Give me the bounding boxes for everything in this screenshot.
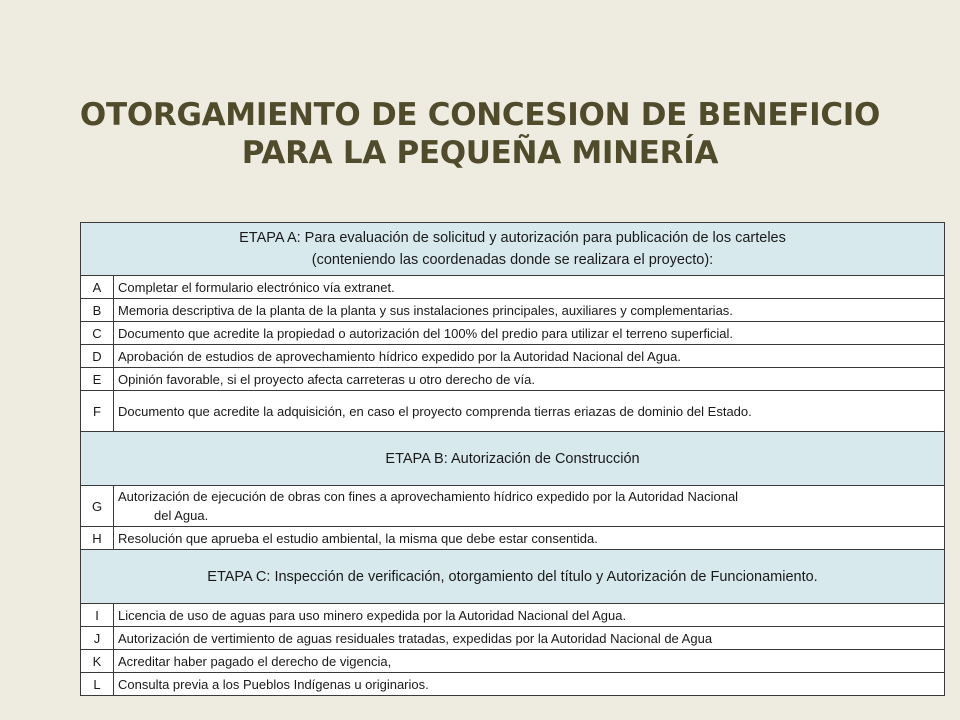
item-letter: K — [81, 650, 114, 673]
item-text: Documento que acredite la adquisición, en caso el proyecto comprenda tierras eriazas de dominio del Estado. — [114, 391, 945, 432]
table-row — [81, 650, 945, 673]
item-letter: B — [81, 299, 114, 322]
item-letter: G — [81, 486, 114, 527]
item-letter: H — [81, 527, 114, 550]
table-row — [81, 673, 945, 696]
slide-title-line1: OTORGAMIENTO DE CONCESION DE BENEFICIO — [79, 97, 881, 133]
item-letter: E — [81, 368, 114, 391]
table-row — [81, 527, 945, 550]
item-text-line2: del Agua. — [154, 508, 209, 523]
table-row — [81, 345, 945, 368]
item-text: Acreditar haber pagado el derecho de vigencia, — [114, 650, 945, 673]
item-letter: C — [81, 322, 114, 345]
table-row — [81, 627, 945, 650]
item-text: Aprobación de estudios de aprovechamiento hídrico expedido por la Autoridad Nacional del Agua. — [114, 345, 945, 368]
item-letter: J — [81, 627, 114, 650]
item-letter: F — [81, 391, 114, 432]
item-text: Consulta previa a los Pueblos Indígenas u originarios. — [114, 673, 945, 696]
item-letter: A — [81, 276, 114, 299]
stage-c-header-row — [81, 550, 945, 604]
table-row — [81, 486, 945, 527]
item-text: Opinión favorable, si el proyecto afecta carreteras u otro derecho de vía. — [114, 368, 945, 391]
item-letter: L — [81, 673, 114, 696]
stage-c-heading: ETAPA C: Inspección de verificación, otorgamiento del título y Autorización de Funcionamiento. — [81, 550, 945, 604]
stage-a-heading — [81, 223, 945, 276]
slide-title — [0, 96, 960, 172]
item-letter: I — [81, 604, 114, 627]
table-row — [81, 299, 945, 322]
item-text: Documento que acredite la propiedad o autorización del 100% del predio para utilizar el terreno superficial. — [114, 322, 945, 345]
stage-b-heading: ETAPA B: Autorización de Construcción — [81, 432, 945, 486]
table-row — [81, 322, 945, 345]
stage-a-heading-line2: (conteniendo las coordenadas donde se realizara el proyecto): — [311, 252, 714, 268]
table-row — [81, 276, 945, 299]
item-text: Licencia de uso de aguas para uso minero expedida por la Autoridad Nacional del Agua. — [114, 604, 945, 627]
item-text: Resolución que aprueba el estudio ambiental, la misma que debe estar consentida. — [114, 527, 945, 550]
table-row — [81, 391, 945, 432]
item-letter: D — [81, 345, 114, 368]
stage-a-header-row — [81, 223, 945, 276]
slide-title-line2: PARA LA PEQUEÑA MINERÍA — [241, 135, 719, 171]
table-row — [81, 604, 945, 627]
stage-a-heading-line1: ETAPA A: Para evaluación de solicitud y autorización para publicación de los carteles — [239, 230, 786, 246]
requirements-table — [80, 222, 945, 696]
item-text-line1: Autorización de ejecución de obras con fines a aprovechamiento hídrico expedido por la Autoridad Nacional — [118, 489, 739, 504]
item-text: Memoria descriptiva de la planta de la planta y sus instalaciones principales, auxiliares y complementarias. — [114, 299, 945, 322]
table-row — [81, 368, 945, 391]
item-text: Completar el formulario electrónico vía extranet. — [114, 276, 945, 299]
item-text: Autorización de vertimiento de aguas residuales tratadas, expedidas por la Autoridad Nacional de Agua — [114, 627, 945, 650]
stage-b-header-row — [81, 432, 945, 486]
item-text — [114, 486, 945, 527]
